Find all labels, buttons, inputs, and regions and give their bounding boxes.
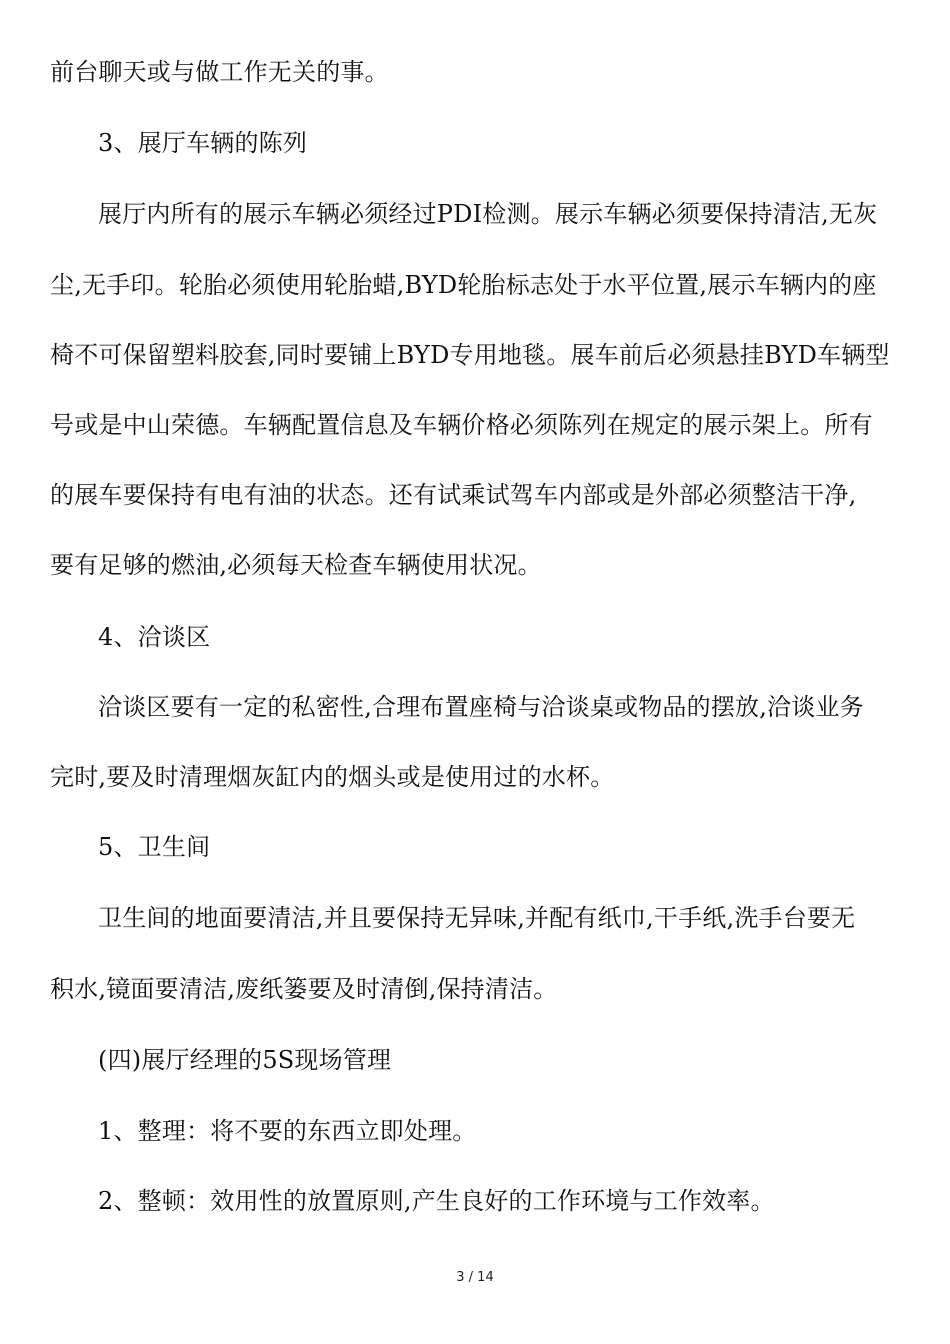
text-line: 洽谈区要有一定的私密性,合理布置座椅与洽谈桌或物品的摆放,洽谈业务 <box>98 693 864 721</box>
text-line: 完时,要及时清理烟灰缸内的烟头或是使用过的水杯。 <box>50 763 615 791</box>
list-item: 2、整顿：效用性的放置原则,产生良好的工作环境与工作效率。 <box>98 1187 775 1215</box>
section-heading: 4、洽谈区 <box>98 623 211 651</box>
section-heading: (四)展厅经理的5S现场管理 <box>98 1046 392 1074</box>
text-line: 椅不可保留塑料胶套,同时要铺上BYD专用地毯。展车前后必须悬挂BYD车辆型 <box>50 341 890 369</box>
text-line: 的展车要保持有电有油的状态。还有试乘试驾车内部或是外部必须整洁干净, <box>50 481 857 509</box>
section-heading: 5、卫生间 <box>98 833 211 861</box>
text-line: 展厅内所有的展示车辆必须经过PDI检测。展示车辆必须要保持清洁,无灰 <box>98 200 878 228</box>
text-line: 卫生间的地面要清洁,并且要保持无异味,并配有纸巾,干手纸,洗手台要无 <box>98 904 856 932</box>
page-number: 3 / 14 <box>456 1270 494 1285</box>
text-line: 号或是中山荣德。车辆配置信息及车辆价格必须陈列在规定的展示架上。所有 <box>50 411 873 439</box>
text-line: 积水,镜面要清洁,废纸篓要及时清倒,保持清洁。 <box>50 975 558 1003</box>
text-line: 前台聊天或与做工作无关的事。 <box>50 58 389 86</box>
text-line: 尘,无手印。轮胎必须使用轮胎蜡,BYD轮胎标志处于水平位置,展示车辆内的座 <box>50 271 877 299</box>
section-heading: 3、展厅车辆的陈列 <box>98 129 308 157</box>
text-line: 要有足够的燃油,必须每天检查车辆使用状况。 <box>50 551 542 579</box>
list-item: 1、整理：将不要的东西立即处理。 <box>98 1117 477 1145</box>
